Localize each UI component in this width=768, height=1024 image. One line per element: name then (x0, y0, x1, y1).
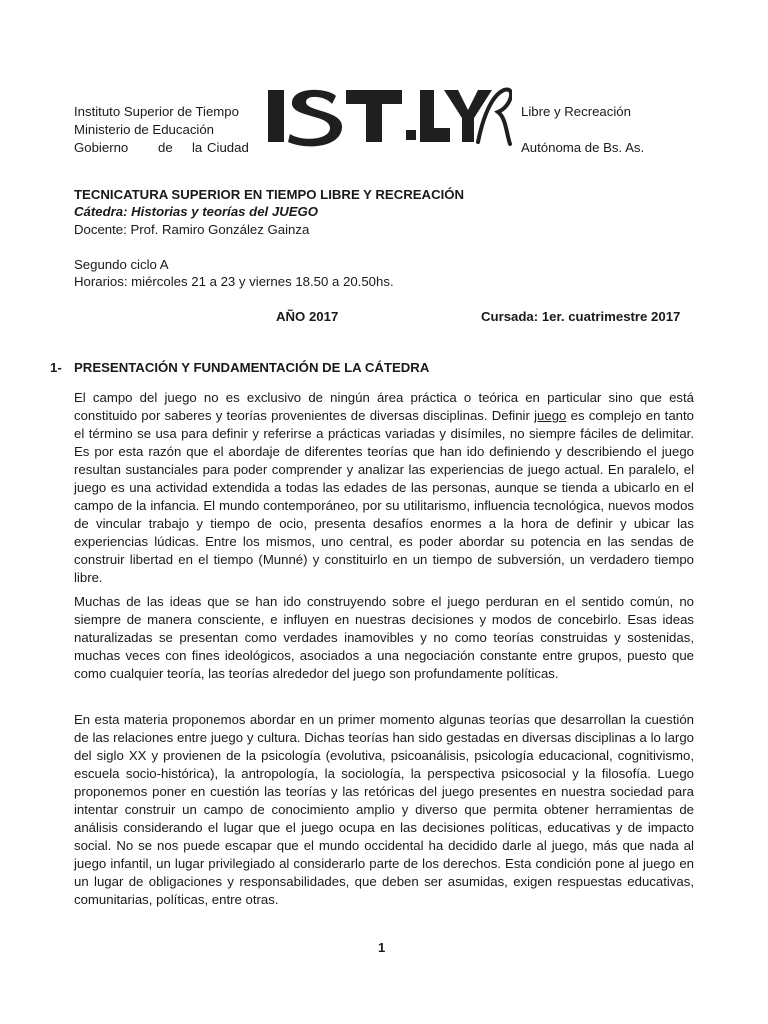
gov-word-2: de (158, 140, 173, 155)
section-title: PRESENTACIÓN Y FUNDAMENTACIÓN DE LA CÁTEDRA (74, 360, 430, 375)
institute-name: Instituto Superior de Tiempo (74, 104, 239, 119)
course-title: TECNICATURA SUPERIOR EN TIEMPO LIBRE Y RECREACIÓN (74, 187, 465, 202)
catedra-name: Cátedra: Historias y teorías del JUEGO (74, 204, 319, 219)
paragraph-3: En esta materia proponemos abordar en un primer momento algunas teorías que desarrollan la cuestión de las relaciones entre juego y cultura. Dichas teorías han sido gestadas en diversas disciplinas a lo largo del siglo XX y provienen de la psicología (evolutiva, psicoanálisis, psicología educacional, cognitivismo, escuela socio-histórica), la antropología, la sociología, la perspectiva psicosocial y la filosofía. Luego proponemos poner en cuestión las teorías y las retóricas del juego presentes en nuestra sociedad para intentar construir un campo de conocimiento amplio y diverso que permita obtener herramientas de análisis considerando el lugar que el juego ocupa en las decisiones políticas, educativas y de impacto social. No se nos puede escapar que el mundo occidental ha decidido darle al juego, más que nada al juego infantil, un lugar privilegiado al considerarlo parte de los derechos. Esta condición pone al juego en un lugar de obligaciones y responsabilidades, que deben ser asumidas, exigen respuestas educativas, comunitarias, políticas, entre otras. (74, 712, 694, 907)
term-juego: juego (534, 408, 567, 423)
institute-name-continued: Libre y Recreación (521, 104, 631, 119)
istlyr-logo (266, 82, 512, 152)
paragraph-1-part-b: es complejo en tanto el término se usa para definir y referirse a prácticas variadas y disímiles, no siempre fáciles de delimitar. Es por esta razón que el abordaje de diferentes teorías que han ido definiendo y describiendo el juego resultan sustanciales para poder comprender y analizar las experiencias de juego actual. En paralelo, el juego es una actividad extendida a todas las edades de las personas, aunque se tienda a ubicarlo en el campo de la infancia. El mundo contemporáneo, por su utilitarismo, influencia tecnológica, nuevos modos de vincular trabajo y tiempo de ocio, presenta desafíos enormes a la hora de definir y ubicar las experiencias lúdicas. Entre los mismos, uno central, es poder abordar su potencia en las sendas de construir libertad en el tiempo (Munné) y constituirlo en un tiempo de subversión, un verdadero tiempo libre. (74, 408, 695, 585)
horarios-label: Horarios: miércoles 21 a 23 y viernes 18.50 a 20.50hs. (74, 274, 394, 289)
paragraph-2: Muchas de las ideas que se han ido construyendo sobre el juego perduran en el sentido común, no siempre de manera consciente, e influyen en nuestras decisiones y modos de concebirlo. Esas ideas naturalizadas se presentan como verdades inamovibles y no como teorías construidas y sostenidas, muchas veces con fines ideológicos, asociados a una negociación constante entre grupos, puesto que como cualquier teoría, las teorías alrededor del juego son profundamente políticas. (74, 594, 694, 681)
ciclo-label: Segundo ciclo A (74, 257, 169, 272)
cursada-label: Cursada: 1er. cuatrimestre 2017 (481, 309, 681, 324)
paragraph-1-part-a: El campo del juego no es exclusivo de ningún área práctica o teórica en particular sino que está constituido por saberes y teorías provenientes de diversas disciplinas. Definir (74, 390, 694, 423)
city-autonomous: Autónoma de Bs. As. (521, 140, 645, 155)
gov-word-1: Gobierno (74, 140, 129, 155)
section-number: 1- (50, 360, 62, 375)
gov-word-3: la (192, 140, 203, 155)
paragraph-1 (74, 389, 694, 587)
anio-label: AÑO 2017 (276, 309, 339, 324)
gov-word-4: Ciudad (207, 140, 249, 155)
ministry-name: Ministerio de Educación (74, 122, 215, 137)
page-number: 1 (378, 940, 386, 955)
docente-name: Docente: Prof. Ramiro González Gainza (74, 222, 310, 237)
